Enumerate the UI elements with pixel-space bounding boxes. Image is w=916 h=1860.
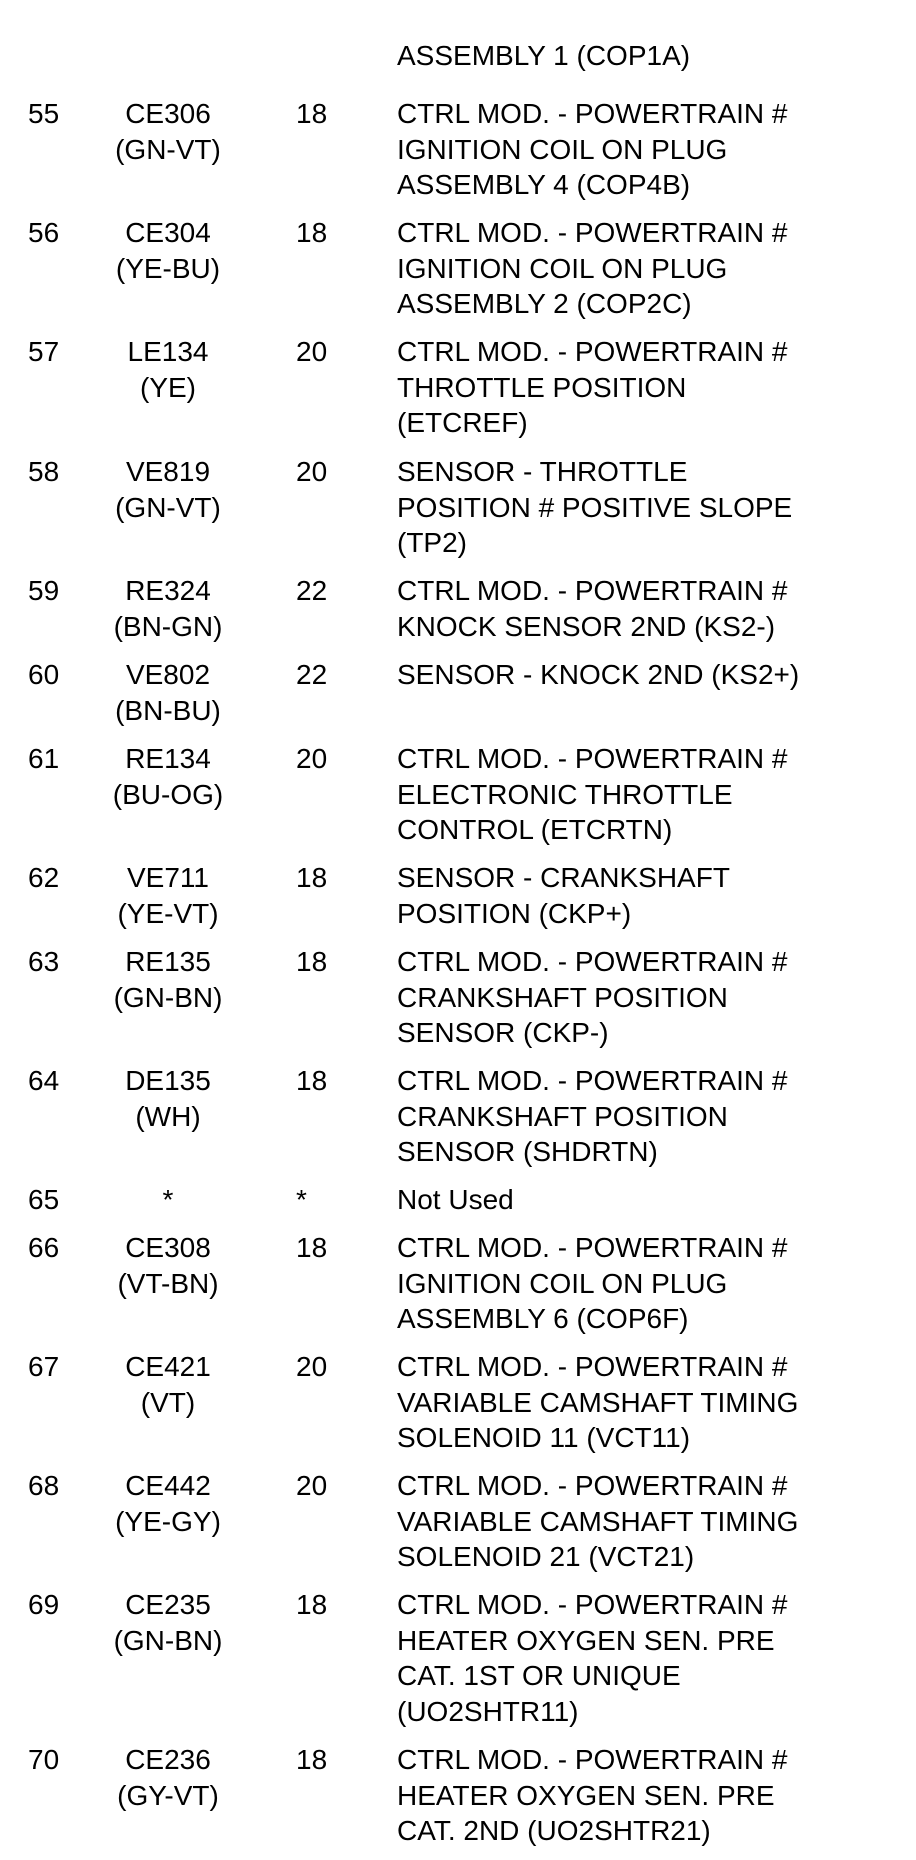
function-line: THROTTLE POSITION [397,371,687,403]
function-line: CTRL MOD. - POWERTRAIN # [397,575,788,606]
function-line: KNOCK SENSOR 2ND (KS2-) [397,610,776,642]
circuit-id: CE236 [125,1744,211,1775]
wire-gauge: 22 [296,575,328,606]
wire-color: (BN-GN) [113,610,223,642]
pin-number: 55 [28,98,60,129]
circuit-cell [88,96,248,167]
circuit-id: * [162,1184,174,1215]
wire-color: (VT-BN) [117,1267,219,1299]
function-line: ASSEMBLY 4 (COP4B) [397,169,691,200]
circuit-id: LE134 [127,336,209,367]
circuit-function [397,215,912,322]
function-line: ELECTRONIC THROTTLE [397,778,733,810]
wire-color: (GN-BN) [113,981,223,1013]
function-line: CAT. 2ND (UO2SHTR21) [397,1815,711,1846]
circuit-cell [88,944,248,1015]
pin-number: 61 [28,743,60,774]
circuit-id: CE308 [125,1232,211,1263]
function-line: HEATER OXYGEN SEN. PRE [397,1624,775,1656]
pin-number: 56 [28,217,60,248]
circuit-cell [88,657,248,728]
function-line: IGNITION COIL ON PLUG [397,133,728,165]
pin-number: 60 [28,659,60,690]
circuit-id: DE135 [125,1065,211,1096]
circuit-id: CE235 [125,1589,211,1620]
circuit-cell [88,1063,248,1134]
circuit-cell [88,1230,248,1301]
function-line: CTRL MOD. - POWERTRAIN # [397,98,788,129]
circuit-function [397,454,912,561]
circuit-cell [88,573,248,644]
function-line: IGNITION COIL ON PLUG [397,1267,728,1299]
wire-gauge: 20 [296,1351,328,1382]
function-line: HEATER OXYGEN SEN. PRE [397,1779,775,1811]
function-line: SOLENOID 21 (VCT21) [397,1541,695,1572]
function-line: CTRL MOD. - POWERTRAIN # [397,1744,788,1775]
function-line: CTRL MOD. - POWERTRAIN # [397,336,788,367]
pin-number: 66 [28,1232,60,1263]
pin-number: 68 [28,1470,60,1501]
function-line: VARIABLE CAMSHAFT TIMING [397,1386,799,1418]
circuit-id: CE442 [125,1470,211,1501]
pin-number: 64 [28,1065,60,1096]
circuit-id: RE135 [125,946,211,977]
wire-gauge: 18 [296,1589,328,1620]
circuit-cell [88,1742,248,1813]
function-line: IGNITION COIL ON PLUG [397,252,728,284]
function-line: ASSEMBLY 1 (COP1A) [397,40,691,71]
circuit-cell [88,741,248,812]
function-line: CTRL MOD. - POWERTRAIN # [397,946,788,977]
wire-gauge: 18 [296,1232,328,1263]
circuit-cell [88,215,248,286]
function-line: (UO2SHTR11) [397,1695,579,1727]
circuit-function [397,1587,912,1729]
circuit-id: CE421 [125,1351,211,1382]
function-line: CTRL MOD. - POWERTRAIN # [397,1232,788,1263]
wire-color: (VT) [140,1386,196,1418]
function-line: CRANKSHAFT POSITION [397,1100,728,1132]
wire-color: (GY-VT) [117,1779,219,1811]
wire-gauge: 20 [296,1470,328,1501]
pin-number: 63 [28,946,60,977]
pin-number: 65 [28,1184,60,1215]
function-line: SENSOR - CRANKSHAFT [397,862,730,893]
wire-gauge: 22 [296,659,328,690]
wire-color: (BN-BU) [115,694,221,726]
circuit-function [397,657,912,693]
circuit-function [397,1063,912,1170]
circuit-function [397,741,912,848]
wire-color: (WH) [135,1100,201,1132]
function-line: VARIABLE CAMSHAFT TIMING [397,1505,799,1537]
wire-gauge: 18 [296,1065,328,1096]
circuit-function [397,1349,912,1456]
pin-number: 70 [28,1744,60,1775]
wire-color: (GN-VT) [115,133,221,165]
pin-number: 69 [28,1589,60,1620]
circuit-cell [88,1587,248,1658]
circuit-function [397,944,912,1051]
function-line: CTRL MOD. - POWERTRAIN # [397,1065,788,1096]
circuit-cell [88,860,248,931]
function-line: SOLENOID 11 (VCT11) [397,1422,691,1453]
circuit-id: VE802 [125,659,211,690]
function-line: ASSEMBLY 6 (COP6F) [397,1303,689,1334]
wire-color: (GN-BN) [113,1624,223,1656]
continuation-function-text [397,38,912,74]
circuit-id: CE304 [125,217,211,248]
function-line: SENSOR - KNOCK 2ND (KS2+) [397,659,800,690]
wire-gauge: 18 [296,1744,328,1775]
wire-color: (BU-OG) [112,778,224,810]
pin-number: 57 [28,336,60,367]
function-line: CONTROL (ETCRTN) [397,814,673,845]
circuit-function [397,1468,912,1575]
pin-number: 58 [28,456,60,487]
function-line: (TP2) [397,527,467,558]
wire-color: (GN-VT) [115,491,221,523]
wire-color: (YE-VT) [117,897,219,929]
function-line: CTRL MOD. - POWERTRAIN # [397,1589,788,1620]
function-line: POSITION # POSITIVE SLOPE [397,491,793,523]
function-line: CTRL MOD. - POWERTRAIN # [397,743,788,774]
pin-number: 59 [28,575,60,606]
pin-number: 67 [28,1351,60,1382]
wire-gauge: 20 [296,336,328,367]
circuit-function [397,334,912,441]
circuit-cell [88,1349,248,1420]
function-line: (ETCREF) [397,407,528,438]
circuit-id: VE711 [127,862,209,893]
circuit-function [397,573,912,644]
wire-gauge: * [296,1184,307,1215]
circuit-id: CE306 [125,98,211,129]
circuit-function [397,1230,912,1337]
function-line: Not Used [397,1184,514,1215]
circuit-function [397,1182,912,1218]
function-line: CAT. 1ST OR UNIQUE [397,1660,681,1691]
circuit-cell [88,1468,248,1539]
circuit-id: RE134 [125,743,211,774]
wire-color: (YE-BU) [115,252,221,284]
function-line: POSITION (CKP+) [397,897,632,929]
pin-number: 62 [28,862,60,893]
circuit-cell [88,334,248,405]
wire-color: (YE) [140,371,196,403]
wire-color: (YE-GY) [115,1505,221,1537]
circuit-function [397,96,912,203]
wire-gauge: 18 [296,98,328,129]
function-line: CTRL MOD. - POWERTRAIN # [397,1351,788,1382]
wire-gauge: 20 [296,456,328,487]
circuit-id: VE819 [125,456,211,487]
wire-gauge: 20 [296,743,328,774]
function-line: SENSOR (SHDRTN) [397,1136,658,1167]
function-line: CTRL MOD. - POWERTRAIN # [397,217,788,248]
circuit-function [397,860,912,931]
function-line: SENSOR - THROTTLE [397,456,688,487]
function-line: CTRL MOD. - POWERTRAIN # [397,1470,788,1501]
function-line: CRANKSHAFT POSITION [397,981,728,1013]
wire-gauge: 18 [296,946,328,977]
circuit-cell [88,454,248,525]
wire-gauge: 18 [296,217,328,248]
function-line: ASSEMBLY 2 (COP2C) [397,288,692,319]
circuit-function [397,1742,912,1849]
function-line: SENSOR (CKP-) [397,1017,609,1048]
circuit-id: RE324 [125,575,211,606]
circuit-cell [88,1182,248,1218]
wire-gauge: 18 [296,862,328,893]
